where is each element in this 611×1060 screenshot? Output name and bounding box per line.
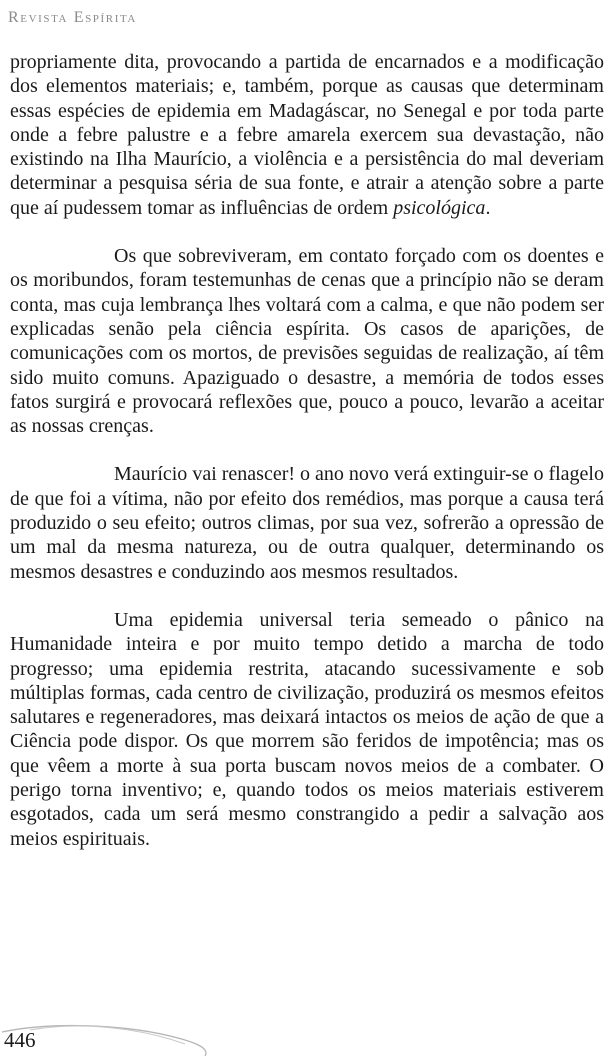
paragraph-1-italic-word: psicológica: [393, 196, 486, 219]
paragraph-1: [10, 50, 604, 220]
paragraph-1-text: propriamente dita, provocando a partida de encarnados e a modificação dos elementos materiais; e, também, porque as causas que determinam essas espécies de epidemia em Madagáscar, no Senegal e por toda parte onde a febre palustre e a febre amarela exercem sua devastação, não existindo na Ilha Maurício, a violência e a persistência do mal deveriam determinar a pesquisa séria de sua fonte, e atrair a atenção sobre a parte que aí pudessem tomar as influências de ordem: [10, 51, 604, 219]
page-body: [10, 50, 604, 851]
paragraph-4: Uma epidemia universal teria semeado o pânico na Humanidade inteira e por muito tempo detido a marcha de todo progresso; uma epidemia restrita, atacando sucessivamente e sob múltiplas formas, cada centro de civilização, produzirá os mesmos efeitos salutares e regeneradores, mas deixará intactos os meios de ação de que a Ciência pode dispor. Os que morrem são feridos de impotência; mas os que vêem a morte à sua porta buscam novos meios de a combater. O perigo torna inventivo; e, quando todos os meios materiais estiverem esgotados, cada um será mesmo constrangido a pedir a salvação aos meios espirituais.: [10, 608, 604, 850]
page-number: 446: [4, 1028, 36, 1052]
paragraph-1-end: .: [485, 196, 491, 219]
running-head: Revista Espírita: [8, 9, 137, 26]
paragraph-2: Os que sobreviveram, em contato forçado com os doentes e os moribundos, foram testemunhas de cenas que a princípio não se deram conta, mas cuja lembrança lhes voltará com a calma, e que não podem ser explicadas senão pela ciência espírita. Os casos de aparições, de comunicações com os mortos, de previsões seguidas de realização, aí têm sido muito comuns. Apaziguado o desastre, a memória de todos esses fatos surgirá e provocará reflexões que, pouco a pouco, levarão a aceitar as nossas crenças.: [10, 245, 604, 438]
paragraph-3: Maurício vai renascer! o ano novo verá extinguir-se o flagelo de que foi a vítima, não por efeito dos remédios, mas porque a causa terá produzido o seu efeito; outros climas, por sua vez, sofrerão a opressão de um mal da mesma natureza, ou de outra qualquer, determinando os mesmos desastres e conduzindo aos mesmos resultados.: [10, 463, 604, 583]
